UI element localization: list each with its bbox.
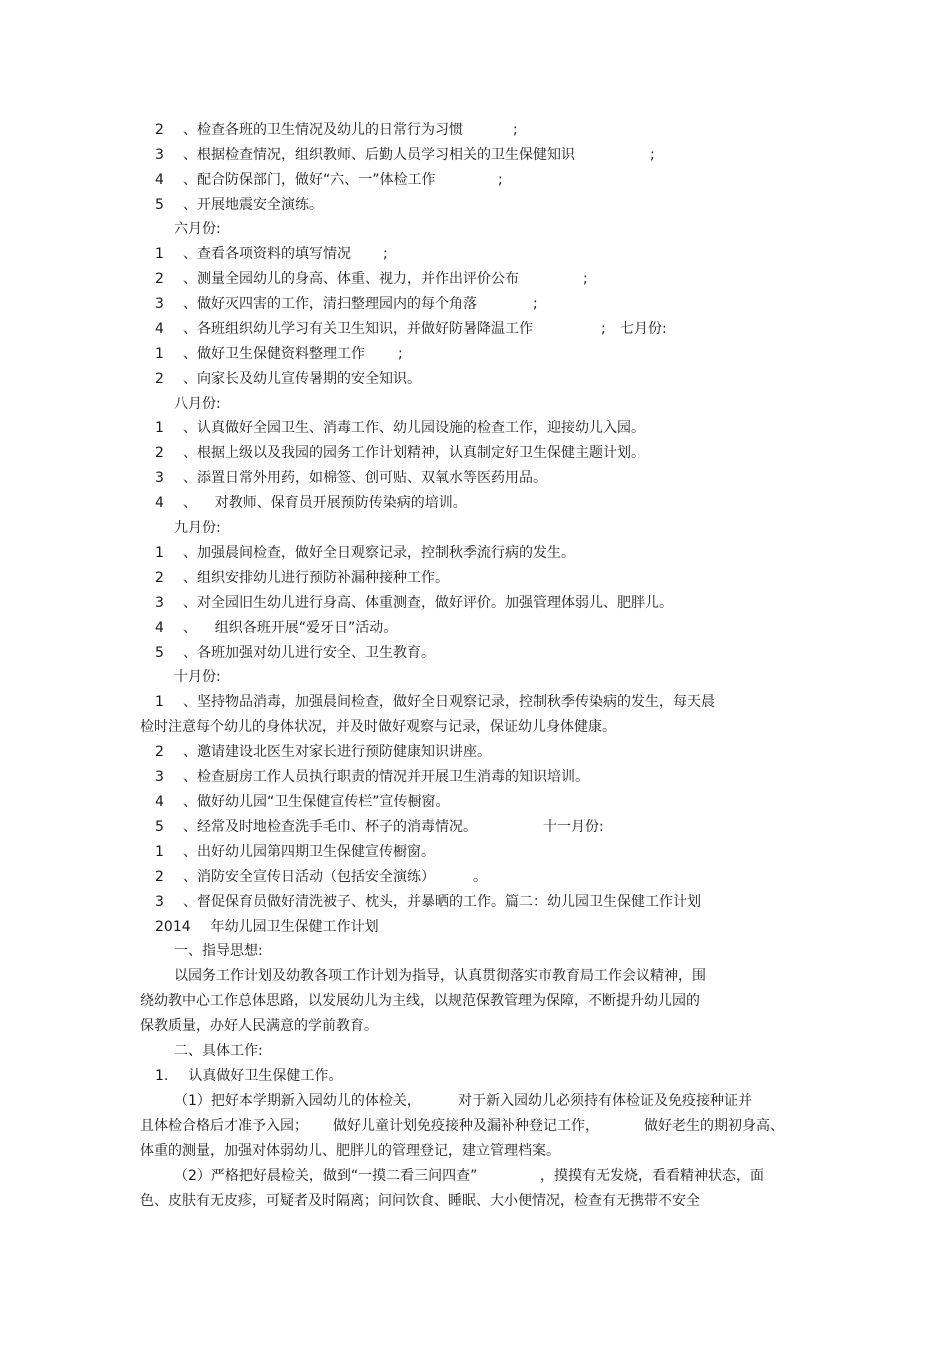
paragraph-line: （1）把好本学期新入园幼儿的体检关，	[174, 1093, 421, 1109]
list-item: 2 、检查各班的卫生情况及幼儿的日常行为习惯	[155, 122, 463, 138]
section-heading: 二、具体工作:	[174, 1043, 263, 1059]
list-item: 1 、出好幼儿园第四期卫生保健宣传橱窗。	[155, 844, 435, 860]
list-item: 4 、各班组织幼儿学习有关卫生知识，并做好防暑降温工作	[155, 321, 533, 337]
list-item: 1. 认真做好卫生保健工作。	[155, 1068, 343, 1084]
list-item: 3 、对全园旧生幼儿进行身高、体重测查，做好评价。加强管理体弱儿、肥胖儿。	[155, 595, 673, 611]
paragraph-line: 做好儿童计划免疫接种及漏补种登记工作，	[333, 1118, 599, 1134]
list-item: 4 、 对教师、保育员开展预防传染病的培训。	[155, 495, 467, 511]
list-item: 1 、认真做好全园卫生、消毒工作、幼儿园设施的检查工作，迎接幼儿入园。	[155, 420, 645, 436]
paragraph-line: 对于新入园幼儿必须持有体检证及免疫接种证并	[458, 1093, 752, 1109]
list-item: 1 、查看各项资料的填写情况	[155, 246, 351, 262]
list-item: 2 、向家长及幼儿宣传暑期的安全知识。	[155, 371, 421, 387]
section-heading: 一、指导思想:	[174, 943, 263, 959]
list-item: 2 、测量全园幼儿的身高、体重、视力，并作出评价公布	[155, 271, 519, 287]
paragraph-line: ，摸摸有无发烧，看看精神状态，面	[540, 1168, 764, 1184]
document-page: 2 、检查各班的卫生情况及幼儿的日常行为习惯 ; 3 、根据检查情况，组织教师、后勤人员学习相关的卫生保健知识 ; 4 、配合防保部门，做好“六、一”体检工作 ; 5 、开展地震安全演练。 六月份: 1 、查看各项资料的填写情况 ; 2 、测量全园幼儿的身高、体重、视力，并作出评价公布 ; 3 、做好灭四害的工作，清扫整理园内的每个角落 ; 4 、各班组织幼儿学习有关卫生知识，并做好防暑降温工作 ; 七月份: 1 、做好卫生保健资料整理工作 ; 2 、向家长及幼儿宣传暑期的安全知识。 八月份: 1 、认真做好全园卫生、消毒工作、幼儿园设施的检查工作，迎接幼儿入园。 2 、根据上级以及我园的园务工作计划精神，认真制定好卫生保健主题计划。 3 、添置日常外用药，如棉签、创可贴、双氧水等医药用品。 4 、 对教师、保育员开展预防传染病的培训。 九月份: 1 、加强晨间检查，做好全日观察记录，控制秋季流行病的发生。 2 、组织安排幼儿进行预防补漏种接种工作。 3 、对全园旧生幼儿进行身高、体重测查，做好评价。加强管理体弱儿、肥胖儿。 4 、 组织各班开展“爱牙日”活动。 5 、各班加强对幼儿进行安全、卫生教育。 十月份: 1 、坚持物品消毒，加强晨间检查，做好全日观察记录，控制秋季传染病的发生，每天晨 检时注意每个幼儿的身体状况，并及时做好观察与记录，保证幼儿身体健康。 2 、邀请建设北医生对家长进行预防健康知识讲座。 3 、检查厨房工作人员执行职责的情况并开展卫生消毒的知识培训。 4 、做好幼儿园“卫生保健宣传栏”宣传橱窗。 5 、经常及时地检查洗手毛巾、杯子的消毒情况。 十一月份: 1 、出好幼儿园第四期卫生保健宣传橱窗。 2 、消防安全宣传日活动（包括安全演练） 。 3 、督促保育员做好清洗被子、枕头，并暴晒的工作。篇二：幼儿园卫生保健工作计划 2014 年幼儿园卫生保健工作计划 一、指导思想: 以园务工作计划及幼教各项工作计划为指导，认真贯彻落实市教育局工作会议精神，围 绕幼教中心工作总体思路，以发展幼儿为主线，以规范保教管理为保障，不断提升幼儿园的 保教质量，办好人民满意的学前教育。 二、具体工作: 1. 认真做好卫生保健工作。 （1）把好本学期新入园幼儿的体检关， 对于新入园幼儿必须持有体检证及免疫接种证并 且体检合格后才准予入园； 做好儿童计划免疫接种及漏补种登记工作， 做好老生的期初身高、 体重的测量，加强对体弱幼儿、肥胖儿的管理登记，建立管理档案。 （2）严格把好晨检关，做到“一摸二看三问四查” ，摸摸有无发烧，看看精神状态，面 色、皮肤有无皮疹，可疑者及时隔离；问问饮食、睡眠、大小便情况，检查有无携带不安全	[140, 122, 784, 1209]
section-heading: 六月份:	[174, 221, 221, 237]
paragraph-line: 保教质量，办好人民满意的学前教育。	[140, 1018, 378, 1034]
list-item-continuation: 检时注意每个幼儿的身体状况，并及时做好观察与记录，保证幼儿身体健康。	[140, 719, 616, 735]
list-item: 2 、消防安全宣传日活动（包括安全演练）	[155, 869, 435, 885]
list-item: 5 、开展地震安全演练。	[155, 197, 323, 213]
list-item: 1 、坚持物品消毒，加强晨间检查，做好全日观察记录，控制秋季传染病的发生，每天晨	[155, 694, 715, 710]
section-heading: 十月份:	[174, 669, 221, 685]
paragraph-line: 做好老生的期初身高、	[644, 1118, 784, 1134]
paragraph-line: （2）严格把好晨检关，做到“一摸二看三问四查”	[174, 1168, 478, 1184]
list-item: 3 、检查厨房工作人员执行职责的情况并开展卫生消毒的知识培训。	[155, 769, 589, 785]
document-title: 2014 年幼儿园卫生保健工作计划	[155, 919, 379, 935]
paragraph-line: 以园务工作计划及幼教各项工作计划为指导，认真贯彻落实市教育局工作会议精神，围	[174, 968, 706, 984]
list-item: 1 、加强晨间检查，做好全日观察记录，控制秋季流行病的发生。	[155, 545, 575, 561]
paragraph-line: 且体检合格后才准予入园；	[140, 1118, 308, 1134]
list-item: 3 、督促保育员做好清洗被子、枕头，并暴晒的工作。篇二：幼儿园卫生保健工作计划	[155, 894, 701, 910]
list-item: 3 、根据检查情况，组织教师、后勤人员学习相关的卫生保健知识	[155, 147, 575, 163]
list-item: 2 、邀请建设北医生对家长进行预防健康知识讲座。	[155, 744, 491, 760]
list-item: 2 、根据上级以及我园的园务工作计划精神，认真制定好卫生保健主题计划。	[155, 445, 645, 461]
list-item: 5 、经常及时地检查洗手毛巾、杯子的消毒情况。	[155, 819, 477, 835]
paragraph-line: 体重的测量，加强对体弱幼儿、肥胖儿的管理登记，建立管理档案。	[140, 1143, 560, 1159]
list-item: 4 、配合防保部门，做好“六、一”体检工作	[155, 172, 436, 188]
list-item: 5 、各班加强对幼儿进行安全、卫生教育。	[155, 645, 435, 661]
paragraph-line: 绕幼教中心工作总体思路，以发展幼儿为主线，以规范保教管理为保障，不断提升幼儿园的	[140, 993, 700, 1009]
list-item: 3 、做好灭四害的工作，清扫整理园内的每个角落	[155, 296, 477, 312]
section-heading: 七月份:	[620, 321, 667, 337]
section-heading: 八月份:	[174, 396, 221, 412]
section-heading: 九月份:	[174, 520, 221, 536]
section-heading: 十一月份:	[543, 819, 604, 835]
list-item: 3 、添置日常外用药，如棉签、创可贴、双氧水等医药用品。	[155, 470, 547, 486]
list-item: 4 、做好幼儿园“卫生保健宣传栏”宣传橱窗。	[155, 794, 450, 810]
list-item: 1 、做好卫生保健资料整理工作	[155, 346, 365, 362]
list-item: 4 、 组织各班开展“爱牙日”活动。	[155, 620, 398, 636]
list-item: 2 、组织安排幼儿进行预防补漏种接种工作。	[155, 570, 449, 586]
paragraph-line: 色、皮肤有无皮疹，可疑者及时隔离；问问饮食、睡眠、大小便情况，检查有无携带不安全	[140, 1193, 700, 1209]
